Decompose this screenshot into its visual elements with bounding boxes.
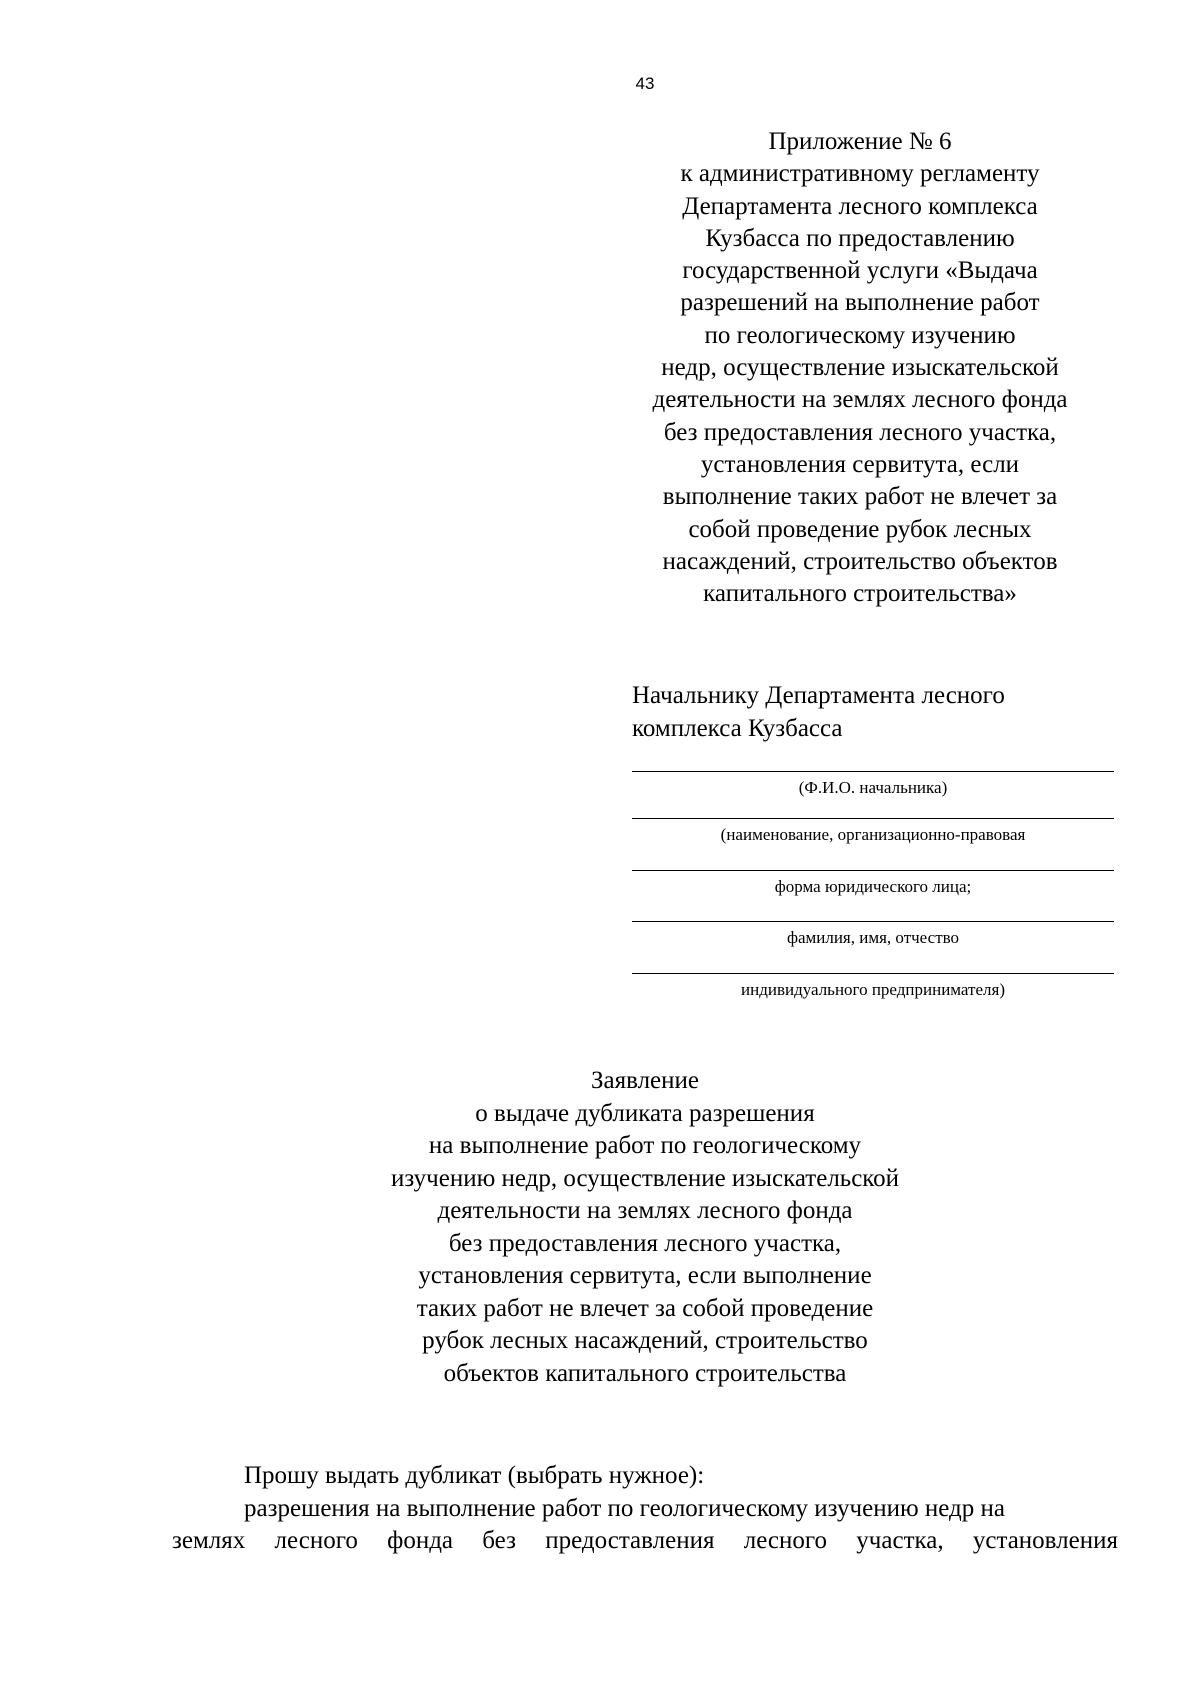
appendix-line: по геологическому изучению [704,321,1016,349]
appendix-line: без предоставления лесного участка, [663,418,1057,446]
option-line: разрешения на выполнение работ по геологическому изучению недр на [244,1494,1005,1522]
field-caption: форма юридического лица; [774,877,972,896]
statement-title-line: без предоставления лесного участка, [448,1229,842,1257]
field-entrepreneur[interactable] [632,973,1114,1000]
appendix-line: разрешений на выполнение работ [680,289,1040,317]
statement-title [300,1065,990,1390]
statement-title-line: установления сервитута, если выполнение [418,1262,872,1289]
word: лесного [274,1527,358,1554]
statement-title-line: деятельности на землях лесного фонда [437,1197,853,1224]
statement-title-line: таких работ не влечет за собой проведение [416,1294,874,1322]
field-caption: (Ф.И.О. начальника) [798,778,948,797]
statement-title-line: изучению недр, осуществление изыскательской [390,1164,900,1192]
field-caption: фамилия, имя, отчество [786,928,960,947]
option-line-justified [172,1525,1118,1558]
word: установления [972,1527,1118,1554]
appendix-line: собой проведение рубок лесных [688,515,1032,543]
page-number: 43 [635,74,655,93]
appendix-line: Департамента лесного комплекса [682,192,1038,220]
field-legal-form[interactable] [632,870,1114,897]
statement-title-line: о выдаче дубликата разрешения [475,1099,815,1127]
appendix-line: деятельности на землях лесного фонда [652,386,1068,414]
appendix-line: установления сервитута, если [700,450,1020,478]
addressee [632,680,1112,745]
appendix-header [620,126,1100,610]
body-text [172,1460,1118,1558]
word: участка, [856,1527,944,1554]
field-org-name[interactable] [632,818,1114,845]
appendix-line: к административному регламенту [680,160,1040,188]
statement-title-line: Заявление [590,1067,700,1094]
field-full-name[interactable] [632,921,1114,948]
word: фонда [387,1527,454,1554]
statement-title-line: объектов капитального строительства [443,1359,847,1387]
appendix-line: недр, осуществление изыскательской [661,354,1059,382]
field-head-name[interactable] [632,771,1114,798]
statement-title-line: на выполнение работ по геологическому [428,1132,862,1159]
word: лесного [743,1527,828,1554]
appendix-line: капитального строительства» [703,580,1017,608]
appendix-line: Приложение № 6 [768,128,952,155]
field-underline [632,973,1114,974]
appendix-line: государственной услуги «Выдача [682,257,1038,285]
field-caption: (наименование, организационно-правовая [720,825,1026,844]
addressee-line: Начальнику Департамента лесного [632,682,1005,709]
field-underline [632,818,1114,819]
appendix-line: Кузбасса по предоставлению [705,224,1015,252]
request-paragraph: Прошу выдать дубликат (выбрать нужное): [244,1462,705,1489]
statement-title-line: рубок лесных насаждений, строительство [422,1327,868,1354]
appendix-line: насаждений, строительство объектов [662,547,1058,575]
word: предоставления [545,1527,715,1554]
field-underline [632,771,1114,772]
field-underline [632,921,1114,922]
word: землях [172,1527,246,1554]
field-underline [632,870,1114,871]
addressee-line: комплекса Кузбасса [632,714,843,742]
field-caption: индивидуального предпринимателя) [741,980,1005,999]
appendix-line: выполнение таких работ не влечет за [662,483,1058,511]
word: без [482,1527,516,1554]
